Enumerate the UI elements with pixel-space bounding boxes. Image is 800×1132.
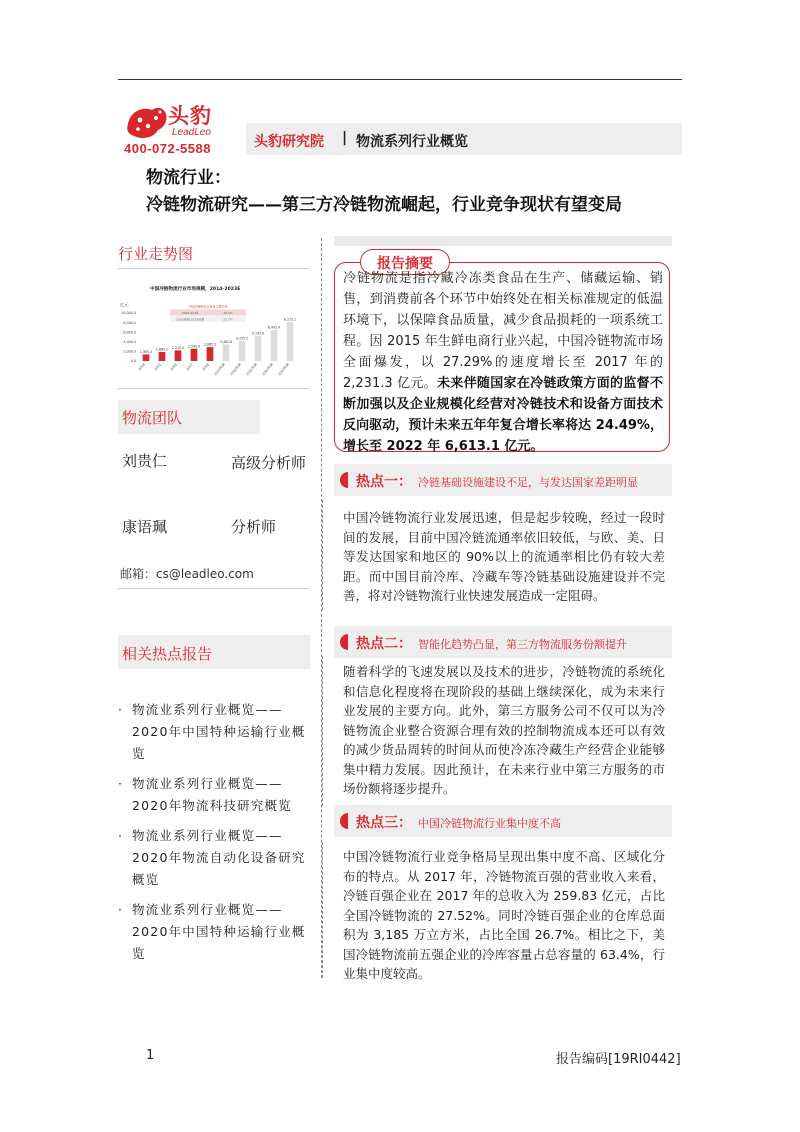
- page-title-line2: 冷链物流研究——第三方冷链物流崛起，行业竞争现状有望变局: [146, 195, 622, 215]
- legend-cagr: 23.7%: [223, 317, 233, 322]
- member-2-role: 分析师: [231, 518, 277, 536]
- bar-2021预测: [255, 336, 262, 361]
- x-tick-label: 2017: [185, 362, 194, 372]
- x-tick-label: 2020预测: [229, 362, 242, 377]
- bar-value-label: 8,115.1: [283, 317, 297, 322]
- hotspot-2-body: 随着科学的飞速发展以及技术的进步，冷链物流的系统化和信息化程度将在现阶段的基础上继续深化，成为未来行业发展的主要方向。此外，第三方服务公司不仅可以为冷链物流企业整合资源合理有效的控制物流成本还可以有效的减少货品周转的时间从而使冷冻冷藏生产经营企业能够集中精力发展。因此预计，在未来行业中第三方服务的市场份额将逐步提升。: [343, 664, 665, 796]
- top-rule: [118, 79, 682, 80]
- legend-cagr: 16.5%: [223, 311, 233, 315]
- chart-title: 中国冷链物流行业市场规模，2014-2023E: [150, 287, 241, 292]
- x-tick-label: 2018: [201, 362, 210, 372]
- team-heading: 物流团队: [122, 409, 183, 427]
- related-report-text[interactable]: 物流业系列行业概览——2020年中国特种运输行业概览: [132, 702, 306, 761]
- y-tick-label: 8,000.0: [123, 320, 136, 325]
- chart-yticks: [121, 311, 136, 363]
- bullet: ·: [118, 902, 122, 917]
- bar-value-label: 2,885.5: [203, 342, 217, 347]
- x-tick-label: 2014: [137, 362, 146, 372]
- bar-value-label: 5,193.9: [251, 331, 265, 336]
- hotspot-1-frame: [322, 500, 323, 610]
- bar-2019预测: [223, 344, 230, 361]
- y-tick-label: 10,000.0: [121, 311, 136, 316]
- chart-bars: [137, 318, 296, 377]
- chart-legend: [170, 303, 246, 322]
- half-circle-icon: [338, 472, 348, 488]
- bar-value-label: 2,210.0: [171, 345, 185, 350]
- related-report-3[interactable]: [118, 825, 314, 891]
- hotspot-1-band: [334, 464, 672, 496]
- half-circle-icon: [338, 813, 348, 829]
- bar-value-label: 6,492.4: [267, 325, 281, 330]
- bullet: ·: [118, 702, 122, 717]
- hotspot-3-desc: 中国冷链物流行业集中度不高: [418, 817, 561, 830]
- hotspot-3-band: [334, 805, 672, 837]
- member-2-name: 康语珮: [122, 518, 168, 536]
- y-tick-label: 2,000.0: [123, 349, 136, 354]
- series-name: 物流系列行业概览: [356, 134, 468, 150]
- legend-period: 2014-2018: [181, 311, 199, 315]
- bar-2020预测: [239, 341, 246, 361]
- hotspot-3-label: 热点三：: [356, 815, 412, 831]
- member-1-name: 刘贵仁: [122, 452, 168, 470]
- summary-normal: 冷链物流是指冷藏冷冻类食品在生产、储藏运输、销售，到消费前各个环节中始终处在相关标准规定的低温环境下，以保障食品质量，减少食品损耗的一项系统工程。因 2015 年生鲜电商行业兴起，中国冷链物流市场全面爆发，以 27.29%的速度增长至 2017 年的 2,231.3 亿元。: [343, 271, 663, 391]
- chart-ylabel: 亿元: [120, 302, 129, 307]
- x-tick-label: 2019预测: [213, 362, 226, 377]
- hotspot-1-desc: 冷链基础设施建设不足，与发达国家差距明显: [418, 476, 638, 489]
- market-size-chart: [114, 279, 312, 379]
- summary-text: [343, 268, 663, 457]
- related-report-text[interactable]: 物流业系列行业概览——2020年物流自动化设备研究概览: [132, 828, 306, 887]
- bullet: ·: [118, 776, 122, 791]
- related-heading-box: [118, 635, 310, 669]
- bar-2015: [159, 352, 166, 361]
- team-heading-box: [118, 400, 260, 434]
- y-tick-label: 0.0: [130, 359, 136, 364]
- legend-period: 2019预测-2023预测: [175, 317, 205, 322]
- related-heading: 相关热点报告: [122, 645, 213, 663]
- trend-rule: [118, 268, 310, 269]
- bar-2023预测: [287, 322, 294, 361]
- header-band: [246, 123, 682, 155]
- x-tick-label: 2021预测: [245, 362, 258, 377]
- x-tick-label: 2022预测: [261, 362, 274, 377]
- brand-phone: 400-072-5588: [124, 141, 211, 156]
- hotspot-3-body: 中国冷链物流行业竞争格局呈现出集中度不高、区域化分布的特点。从 2017 年，冷链物流百强的营业收入来看，冷链百强企业在 2017 年的总收入为 259.83 亿元，占比全国冷链物流的 27.52%。同时冷链百强企业的仓库总面积为 3,185 万立方米，占比全国 26.7%。相比之下，美国冷链物流前五强企业的冷库容量占总容量的 63.4%，行业集中度较高。: [343, 849, 665, 981]
- bar-2017: [191, 349, 198, 361]
- team-rule: [118, 588, 310, 589]
- x-tick-label: 2016: [169, 362, 178, 372]
- bar-value-label: 1,884.2: [155, 347, 169, 352]
- page-title-line1: 物流行业：: [146, 168, 231, 188]
- header-separator: |: [342, 130, 348, 146]
- bar-value-label: 2,549.9: [187, 344, 201, 349]
- related-report-text[interactable]: 物流业系列行业概览——2020年物流科技研究概览: [132, 776, 292, 813]
- related-report-4[interactable]: [118, 899, 314, 965]
- trend-heading: 行业走势图: [118, 245, 194, 263]
- summary-band: [334, 236, 672, 246]
- member-1-role: 高级分析师: [231, 454, 307, 472]
- bar-value-label: 4,155.1: [235, 336, 249, 341]
- brand-name-zh: 头豹: [168, 104, 212, 128]
- related-report-text[interactable]: 物流业系列行业概览——2020年中国特种运输行业概览: [132, 902, 306, 961]
- related-report-2[interactable]: [118, 773, 314, 817]
- summary-heading: 报告摘要: [377, 256, 433, 272]
- bar-value-label: 1,365.3: [139, 349, 153, 354]
- half-circle-icon: [338, 634, 348, 650]
- bar-2022预测: [271, 330, 278, 361]
- hotspot-2-label: 热点二：: [356, 636, 412, 652]
- brand-name-en: LeadLeo: [172, 127, 211, 138]
- bar-2018: [207, 347, 214, 361]
- bar-value-label: 3,462.6: [219, 339, 233, 344]
- summary-bold: 未来伴随国家在冷链政策方面的监督不断加强以及企业规模化经营对冷链技术和设备方面技术反向驱动，预计未来五年年复合增长率将达 24.49%，增长至 2022 年 6,613.1 亿元。: [343, 376, 663, 454]
- hotspot-3-frame: [322, 842, 323, 978]
- hotspot-2-desc: 智能化趋势凸显，第三方物流服务份额提升: [418, 638, 627, 651]
- hotspot-1-body: 中国冷链物流行业发展迅速，但是起步较晚，经过一段时间的发展，目前中国冷链流通率依旧较低，与欧、美、日等发达国家和地区的 90%以上的流通率相比仍有较大差距。而中国目前冷库、冷藏车等冷链基础设施建设并不完善，将对冷链物流行业快速发展造成一定阻碍。: [343, 510, 665, 603]
- hotspot-2-frame: [322, 656, 323, 806]
- hotspot-1-label: 热点一：: [356, 474, 412, 490]
- y-tick-label: 6,000.0: [123, 330, 136, 335]
- institute-name: 头豹研究院: [254, 134, 324, 150]
- bar-2014: [143, 354, 150, 361]
- bar-2016: [175, 350, 182, 361]
- x-tick-label: 2015: [153, 362, 162, 372]
- chart-rule: [118, 388, 310, 389]
- report-code: 报告编码[19RI0442]: [556, 1052, 681, 1067]
- y-tick-label: 4,000.0: [123, 340, 136, 344]
- contact-email[interactable]: 邮箱：cs@leadleo.com: [120, 567, 254, 581]
- legend-title: 中国冷链物流行业复合增长率: [188, 304, 228, 309]
- page-number: 1: [146, 1048, 155, 1063]
- bullet: ·: [118, 828, 122, 843]
- hotspot-2-band: [334, 626, 672, 658]
- related-report-1[interactable]: [118, 699, 314, 765]
- x-tick-label: 2023预测: [277, 362, 290, 377]
